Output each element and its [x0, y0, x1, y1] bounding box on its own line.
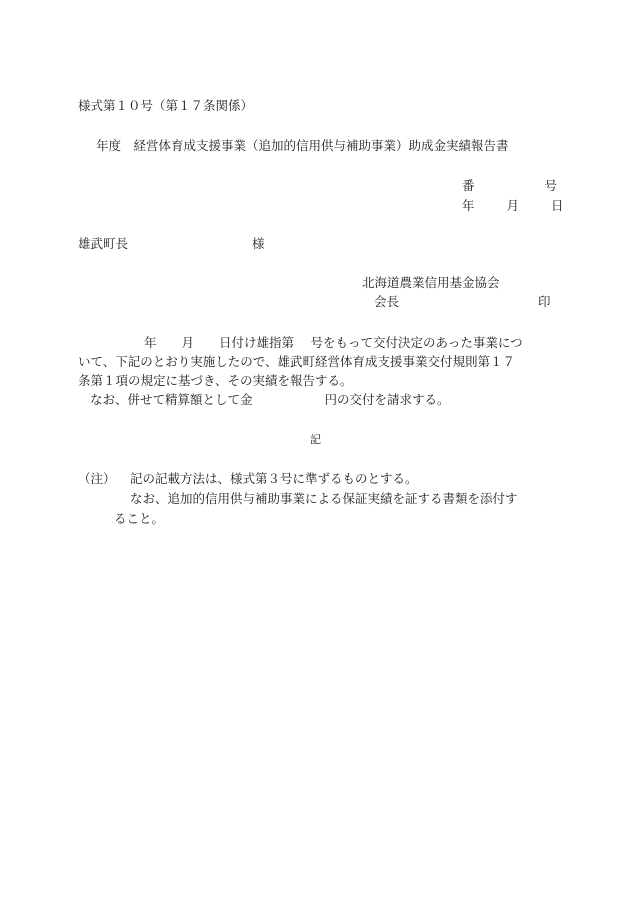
representative-title: 会長: [374, 294, 400, 309]
note-line-3: ること。: [114, 511, 165, 526]
note-line-2: なお、追加的信用供与補助事業による保証実績を証する書類を添付す: [130, 491, 518, 506]
body-line-3: 条第１項の規定に基づき、その実績を報告する。: [78, 373, 353, 388]
applicant-representative: [374, 294, 551, 310]
addressee-name: 雄武町長: [78, 236, 129, 251]
body-line-1: 年 月 日付け雄指第 号をもって交付決定のあった事業につ: [144, 335, 523, 350]
seal-mark: 印: [538, 294, 551, 309]
addressee-honorific: 様: [252, 236, 265, 251]
month-label: 月: [506, 198, 520, 213]
addressee: [78, 236, 265, 252]
record-heading: 記: [310, 433, 321, 446]
document-number-row: [462, 178, 557, 194]
report-title: 年度 経営体育成支援事業（追加的信用供与補助事業）助成金実績報告書: [96, 138, 509, 153]
claim-text-suffix: 円の交付を請求する。: [324, 392, 450, 407]
document-date-row: [462, 198, 564, 214]
document-number-label: 番: [462, 178, 475, 193]
body-line-2: いて、下記のとおり実施したので、雄武町経営体育成支援事業交付規則第１７: [78, 354, 516, 369]
form-number: 様式第１０号（第１７条関係）: [78, 98, 254, 113]
applicant-organization: 北海道農業信用基金協会: [362, 275, 500, 290]
document-number-suffix: 号: [544, 178, 558, 193]
day-label: 日: [551, 198, 564, 213]
notes-label: （注）: [78, 471, 116, 486]
claim-text-prefix: なお、併せて精算額として金: [90, 392, 253, 407]
report-body: [78, 333, 558, 409]
year-label: 年: [462, 198, 475, 213]
body-line-4: [78, 390, 558, 409]
note-line-1: 記の記載方法は、様式第３号に準ずるものとする。: [130, 471, 418, 486]
